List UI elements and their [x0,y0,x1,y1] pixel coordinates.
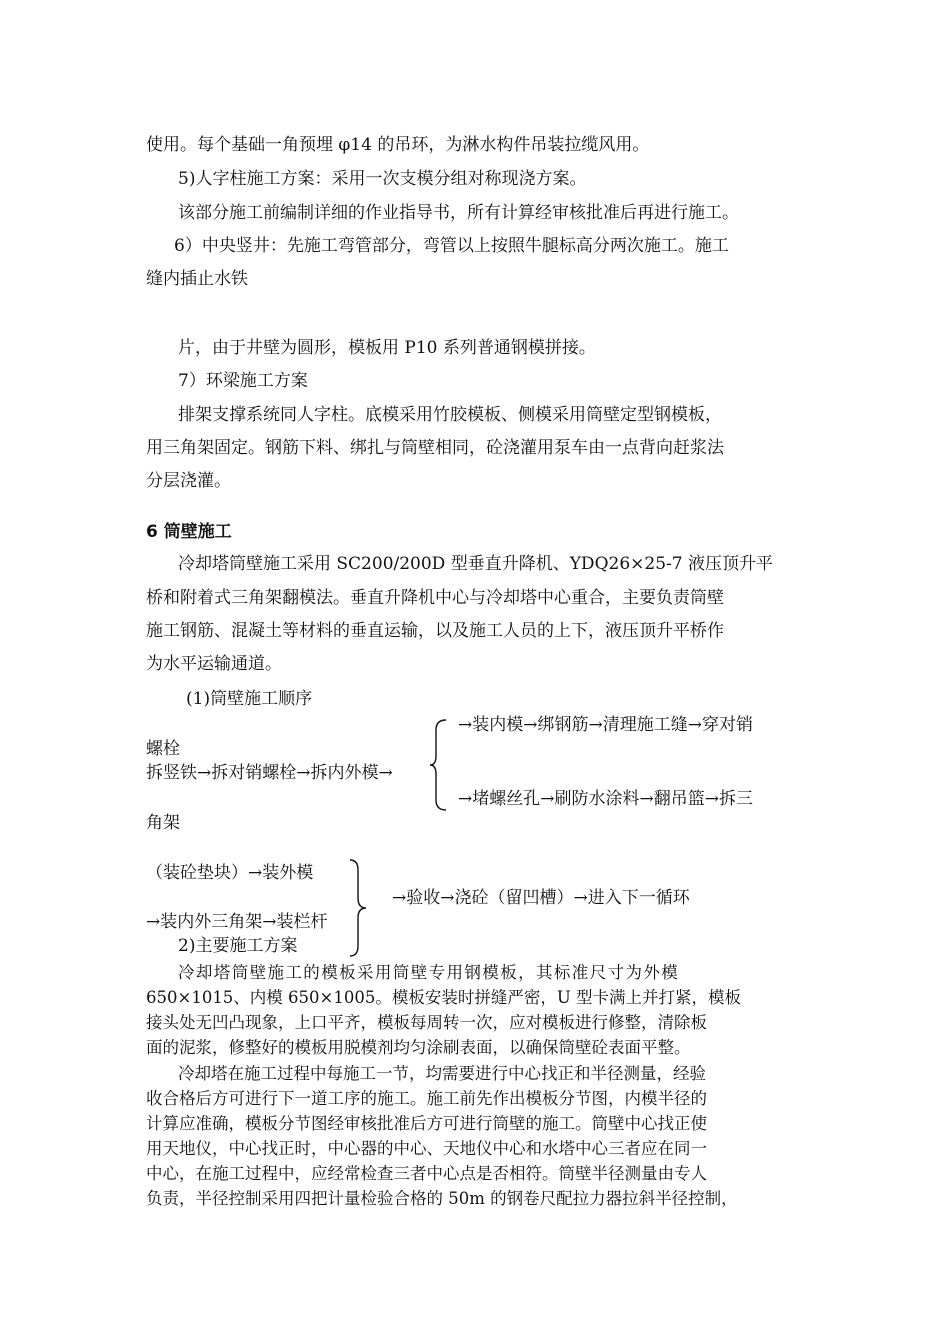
text-line: 中心，在施工过程中，应经常检查三者中心点是否相符。筒壁半径测量由专人 [146,1164,707,1183]
left-brace [428,718,450,812]
section-heading: 6 筒壁施工 [146,522,232,542]
subheading: (1)筒壁施工顺序 [186,689,313,709]
text-line: 该部分施工前编制详细的作业指导书，所有计算经审核批准后再进行施工。 [178,203,739,223]
text-line: 接头处无凹凸现象，上口平齐，模板每周转一次，应对模板进行修整，清除板 [146,1013,707,1032]
text-line: 7）环梁施工方案 [178,371,308,391]
text-line: 分层浇灌。 [146,471,231,491]
flow-line: （装砼垫块）→装外模 [146,863,314,883]
flow-line: 拆竖铁→拆对销螺栓→拆内外模→ [146,763,393,783]
flow-line: 螺栓 [146,739,180,759]
text-line: 用三角架固定。钢筋下料、绑扎与筒壁相同，砼浇灌用泵车由一点背向赶浆法 [146,438,724,458]
flow-line: 角架 [146,813,180,833]
text-line: 施工钢筋、混凝土等材料的垂直运输，以及施工人员的上下，液压顶升平桥作 [146,621,724,641]
flow-line: →验收→浇砼（留凹槽）→进入下一循环 [392,888,690,908]
text-line: 片，由于井壁为圆形，模板用 P10 系列普通钢模拼接。 [178,338,596,358]
flow-line: →堵螺丝孔→刷防水涂料→翻吊篮→拆三 [458,789,753,809]
text-line: 冷却塔在施工过程中每施工一节，均需要进行中心找正和半径测量，经验 [178,1064,706,1083]
text-line: 计算应准确，模板分节图经审核批准后方可进行筒壁的施工。筒壁中心找正使 [146,1114,707,1133]
text-line: 排架支撑系统同人字柱。底模采用竹胶模板、侧模采用筒壁定型钢模板， [178,405,722,425]
text-line: 冷却塔筒壁施工采用 SC200/200D 型垂直升降机、YDQ26×25-7 液压顶升平 [178,554,773,574]
subheading: 2)主要施工方案 [178,936,298,956]
flow-line: →装内外三角架→装栏杆 [146,912,328,932]
flow-line: →装内模→绑钢筋→清理施工缝→穿对销 [458,715,753,735]
text-line: 缝内插止水铁 [146,269,248,289]
text-line: 为水平运输通道。 [146,654,282,674]
text-line: 面的泥浆，修整好的模板用脱模剂均匀涂刷表面，以确保筒壁砼表面平整。 [146,1038,691,1057]
right-brace [348,858,368,958]
text-line: 用天地仪，中心找正时，中心器的中心、天地仪中心和水塔中心三者应在同一 [146,1139,707,1158]
text-line: 负责，半径控制采用四把计量检验合格的 50m 的钢卷尺配拉力器拉斜半径控制， [146,1189,738,1208]
text-line: 5)人字柱施工方案：采用一次支模分组对称现浇方案。 [178,169,587,189]
text-line: 使用。每个基础一角预埋 φ14 的吊环，为淋水构件吊装拉缆风用。 [146,135,650,155]
text-line: 桥和附着式三角架翻模法。垂直升降机中心与冷却塔中心重合，主要负责筒壁 [146,588,724,608]
text-line: 冷却塔筒壁施工的模板采用筒壁专用钢模板，其标准尺寸为外模 [178,963,680,982]
text-line: 6）中央竖井：先施工弯管部分，弯管以上按照牛腿标高分两次施工。施工 [174,236,729,256]
text-line: 收合格后方可进行下一道工序的施工。施工前先作出模板分节图，内模半径的 [146,1089,707,1108]
text-line: 650×1015、内模 650×1005。模板安装时拼缝严密，U 型卡满上并打紧，模板 [146,988,742,1007]
